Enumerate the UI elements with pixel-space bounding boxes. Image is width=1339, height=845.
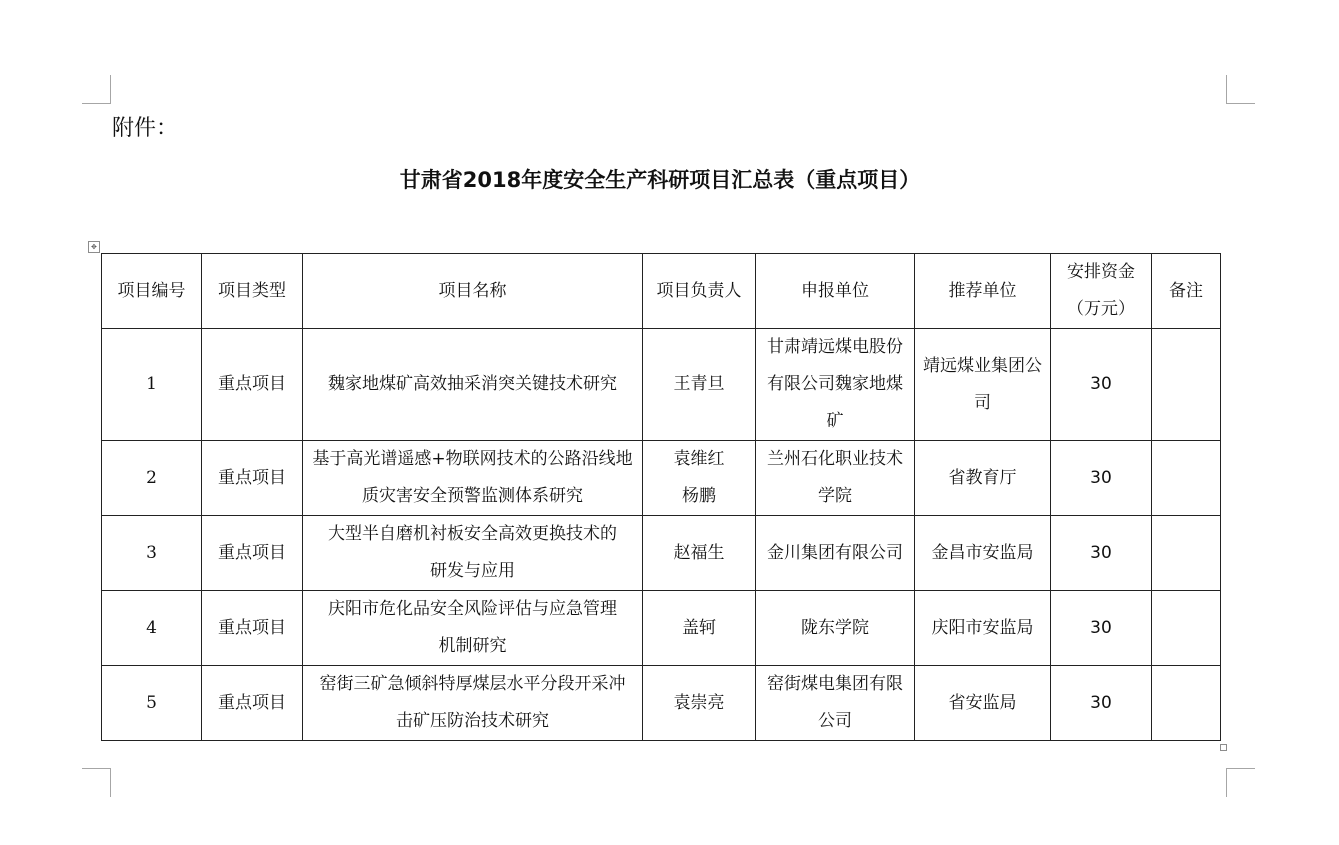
cell-project-id: 1 bbox=[102, 329, 202, 441]
cell-funding: 30 bbox=[1051, 329, 1152, 441]
cell-project-name: 基于高光谱遥感+物联网技术的公路沿线地质灾害安全预警监测体系研究 bbox=[303, 441, 643, 516]
cell-project-name: 大型半自磨机衬板安全高效更换技术的研发与应用 bbox=[303, 516, 643, 591]
cell-recommending-unit: 省安监局 bbox=[915, 666, 1051, 741]
cell-remarks bbox=[1152, 329, 1221, 441]
header-recommending-unit: 推荐单位 bbox=[915, 254, 1051, 329]
cell-remarks bbox=[1152, 591, 1221, 666]
cell-project-leader: 赵福生 bbox=[643, 516, 756, 591]
cell-project-name: 窑街三矿急倾斜特厚煤层水平分段开采冲击矿压防治技术研究 bbox=[303, 666, 643, 741]
cell-funding: 30 bbox=[1051, 666, 1152, 741]
header-funding bbox=[1051, 254, 1152, 329]
cell-applicant-unit: 兰州石化职业技术学院 bbox=[756, 441, 915, 516]
cell-project-id: 5 bbox=[102, 666, 202, 741]
header-applicant-unit: 申报单位 bbox=[756, 254, 915, 329]
header-funding-line2: （万元） bbox=[1067, 299, 1135, 319]
cell-project-type: 重点项目 bbox=[202, 666, 303, 741]
cell-recommending-unit: 靖远煤业集团公司 bbox=[915, 329, 1051, 441]
project-summary-table bbox=[101, 253, 1221, 741]
move-table-icon[interactable]: ✥ bbox=[88, 241, 100, 253]
cell-project-type: 重点项目 bbox=[202, 329, 303, 441]
table-row bbox=[102, 666, 1221, 741]
cell-project-leader: 王青旦 bbox=[643, 329, 756, 441]
cell-project-type: 重点项目 bbox=[202, 441, 303, 516]
cell-recommending-unit: 金昌市安监局 bbox=[915, 516, 1051, 591]
header-funding-line1: 安排资金 bbox=[1067, 262, 1135, 282]
crop-mark-bottom-left bbox=[82, 768, 111, 797]
cell-project-type: 重点项目 bbox=[202, 516, 303, 591]
table-row bbox=[102, 329, 1221, 441]
cell-project-id: 2 bbox=[102, 441, 202, 516]
resize-table-handle[interactable] bbox=[1220, 744, 1227, 751]
cell-project-leader: 盖轲 bbox=[643, 591, 756, 666]
crop-mark-bottom-right bbox=[1226, 768, 1255, 797]
cell-recommending-unit: 省教育厅 bbox=[915, 441, 1051, 516]
cell-remarks bbox=[1152, 666, 1221, 741]
cell-recommending-unit: 庆阳市安监局 bbox=[915, 591, 1051, 666]
cell-funding: 30 bbox=[1051, 441, 1152, 516]
crop-mark-top-right bbox=[1226, 75, 1255, 104]
cell-funding: 30 bbox=[1051, 591, 1152, 666]
attachment-label: 附件： bbox=[112, 116, 179, 141]
cell-remarks bbox=[1152, 516, 1221, 591]
table-row bbox=[102, 516, 1221, 591]
table-header-row bbox=[102, 254, 1221, 329]
cell-project-type: 重点项目 bbox=[202, 591, 303, 666]
document-title: 甘肃省2018年度安全生产科研项目汇总表（重点项目） bbox=[399, 168, 921, 192]
header-project-leader: 项目负责人 bbox=[643, 254, 756, 329]
header-project-id: 项目编号 bbox=[102, 254, 202, 329]
header-remarks: 备注 bbox=[1152, 254, 1221, 329]
table-row bbox=[102, 441, 1221, 516]
cell-applicant-unit: 窑街煤电集团有限公司 bbox=[756, 666, 915, 741]
cell-project-leader: 袁维红 杨鹏 bbox=[643, 441, 756, 516]
cell-applicant-unit: 金川集团有限公司 bbox=[756, 516, 915, 591]
table-row bbox=[102, 591, 1221, 666]
crop-mark-top-left bbox=[82, 75, 111, 104]
header-project-type: 项目类型 bbox=[202, 254, 303, 329]
cell-remarks bbox=[1152, 441, 1221, 516]
cell-project-name: 魏家地煤矿高效抽采消突关键技术研究 bbox=[303, 329, 643, 441]
header-project-name: 项目名称 bbox=[303, 254, 643, 329]
cell-project-id: 3 bbox=[102, 516, 202, 591]
cell-funding: 30 bbox=[1051, 516, 1152, 591]
cell-applicant-unit: 甘肃靖远煤电股份有限公司魏家地煤矿 bbox=[756, 329, 915, 441]
cell-project-leader: 袁崇亮 bbox=[643, 666, 756, 741]
cell-project-id: 4 bbox=[102, 591, 202, 666]
cell-project-name: 庆阳市危化品安全风险评估与应急管理机制研究 bbox=[303, 591, 643, 666]
cell-applicant-unit: 陇东学院 bbox=[756, 591, 915, 666]
